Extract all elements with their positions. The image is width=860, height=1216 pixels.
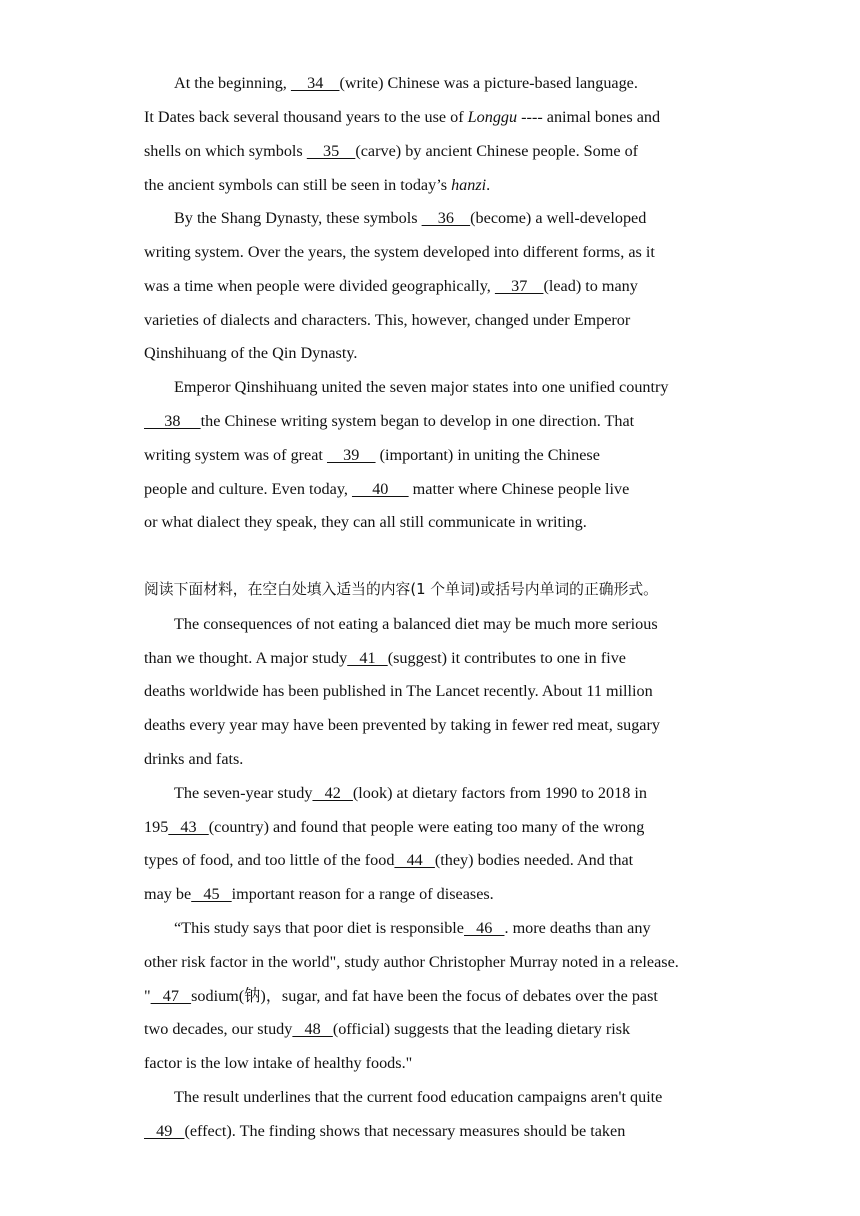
text-line: It Dates back several thousand years to the use of Longgu ---- animal bones and xyxy=(144,108,661,126)
text-line: The consequences of not eating a balanced diet may be much more serious xyxy=(174,615,658,633)
blank-49: 49 xyxy=(144,1122,185,1140)
text-line: factor is the low intake of healthy foods." xyxy=(144,1054,413,1072)
blank-46: 46 xyxy=(464,919,505,937)
text-line: Emperor Qinshihuang united the seven major states into one unified country xyxy=(174,378,669,396)
text-line: The seven-year study 42 (look) at dietary factors from 1990 to 2018 in xyxy=(174,784,647,802)
blank-37: 37 xyxy=(494,277,544,295)
text-line: 38 the Chinese writing system began to develop in one direction. That xyxy=(144,412,635,430)
text-line: types of food, and too little of the food 44 (they) bodies needed. And that xyxy=(144,851,634,869)
text-line: or what dialect they speak, they can all still communicate in writing. xyxy=(144,513,587,531)
blank-43: 43 xyxy=(168,818,209,836)
text-line: 195 43 (country) and found that people were eating too many of the wrong xyxy=(144,818,645,836)
text-line: By the Shang Dynasty, these symbols 36 (become) a well-developed xyxy=(174,209,647,227)
text-line: Qinshihuang of the Qin Dynasty. xyxy=(144,344,358,362)
text-line: writing system. Over the years, the system developed into different forms, as it xyxy=(144,243,655,261)
text-line: The result underlines that the current food education campaigns aren't quite xyxy=(174,1088,663,1106)
text-line: two decades, our study 48 (official) suggests that the leading dietary risk xyxy=(144,1020,631,1038)
text-line: shells on which symbols 35 (carve) by ancient Chinese people. Some of xyxy=(144,142,639,160)
blank-35: 35 xyxy=(306,142,356,160)
text-line: drinks and fats. xyxy=(144,750,244,768)
blank-47: 47 xyxy=(150,987,192,1005)
text-line: other risk factor in the world", study author Christopher Murray noted in a release. xyxy=(144,953,679,971)
blank-38: 38 xyxy=(144,412,201,430)
blank-34: 34 xyxy=(290,74,340,92)
blank-36: 36 xyxy=(421,209,471,227)
text-line: “This study says that poor diet is responsible 46 . more deaths than any xyxy=(174,919,651,937)
blank-45: 45 xyxy=(191,885,232,903)
blank-48: 48 xyxy=(292,1020,333,1038)
text-line: was a time when people were divided geographically, 37 (lead) to many xyxy=(144,277,638,295)
text-line: deaths worldwide has been published in The Lancet recently. About 11 million xyxy=(144,682,653,700)
text-line: the ancient symbols can still be seen in today’s hanzi. xyxy=(144,176,491,194)
text-line: may be 45 important reason for a range of diseases. xyxy=(144,885,494,903)
text-line: people and culture. Even today, 40 matter where Chinese people live xyxy=(144,480,630,498)
blank-40: 40 xyxy=(351,480,409,498)
text-line: varieties of dialects and characters. This, however, changed under Emperor xyxy=(144,311,631,329)
text-line: At the beginning, 34 (write) Chinese was a picture-based language. xyxy=(174,74,638,92)
blank-44: 44 xyxy=(394,851,435,869)
text-line: writing system was of great 39 (important) in uniting the Chinese xyxy=(144,446,600,464)
text-line: than we thought. A major study 41 (suggest) it contributes to one in five xyxy=(144,649,626,667)
text-line: 49 (effect). The finding shows that necessary measures should be taken xyxy=(144,1122,626,1140)
instruction-text: 阅读下面材料，在空白处填入适当的内容(1 个单词)或括号内单词的正确形式。 xyxy=(144,581,658,598)
blank-41: 41 xyxy=(347,649,388,667)
blank-39: 39 xyxy=(326,446,376,464)
blank-42: 42 xyxy=(312,784,353,802)
text-line: deaths every year may have been prevented by taking in fewer red meat, sugary xyxy=(144,716,660,734)
text-line: " 47 sodium(钠)，sugar, and fat have been the focus of debates over the past xyxy=(144,987,658,1005)
